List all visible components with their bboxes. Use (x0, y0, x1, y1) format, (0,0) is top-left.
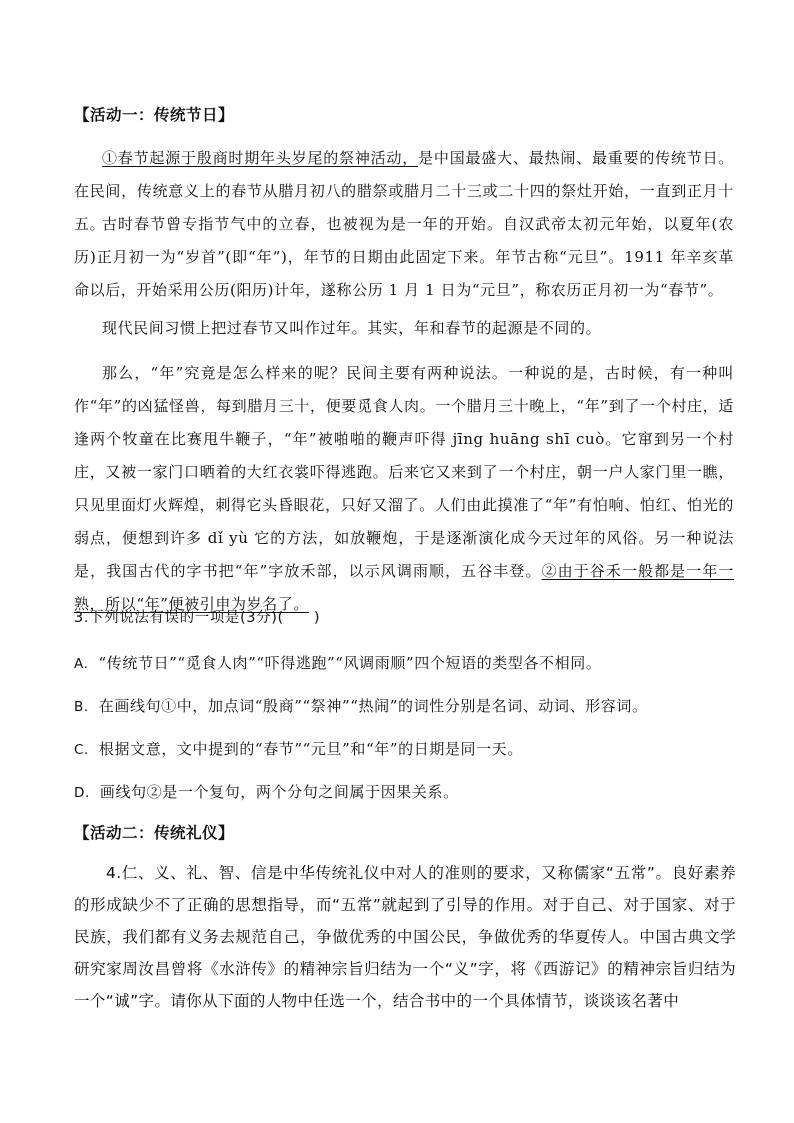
option-d-text: 画线句②是一个复句，两个分句之间属于因果关系。 (99, 783, 459, 801)
paragraph-4-main: 那么，“年”究竟是怎么样来的呢？民间主要有两种说法。一种说的是，古时候，有一种叫作“年”的凶猛怪兽，每到腊月三十，便要觅食人肉。一个腊月三十晚上，“年”到了一个村庄，适逢两个牧童在比赛甩牛鞭子，“年”被啪啪的鞭声吓得 jīng huāng shī cuò。它窜到另一个村庄，又被一家门口晒着的大红衣裳吓得逃跑。后来它又来到了一个村庄，朝一户人家门里一瞧，只见里面灯火辉煌，刺得它头昏眼花，只好又溜了。人们由此摸准了“年”有怕响、怕红、怕光的弱点，便想到许多 dǐ yù 它的方法，如放鞭炮，于是逐渐演化成今天过年的风俗。另一种说法是，我国古代的字书把“年”字放禾部，以示风调雨顺，五谷丰登。 (74, 364, 734, 580)
passage-paragraph-3: 现代民间习惯上把过春节又叫作过年。其实，年和春节的起源是不同的。 (102, 319, 602, 337)
question-3-stem: 3.下列说法有误的一项是(3分)( ) (74, 610, 321, 626)
option-a (74, 650, 601, 677)
activity-one-heading: 【活动一：传统节日】 (74, 106, 235, 124)
passage-paragraph-4 (74, 357, 734, 621)
option-c (74, 736, 523, 763)
option-a-letter: A. (74, 656, 89, 672)
activity-two-heading: 【活动二：传统礼仪】 (74, 824, 235, 842)
option-c-letter: C. (74, 742, 89, 758)
option-b (74, 693, 648, 720)
underlined-sentence-2: ②由于谷禾一般都是一年一熟，所以“年”便被引申为岁名了。 (74, 562, 734, 613)
option-c-text: 根据文意，文中提到的“春节”“元旦”和“年”的日期是同一天。 (98, 740, 523, 758)
option-b-letter: B. (74, 699, 89, 715)
option-a-text: “传统节日”“觅食人肉”“吓得逃跑”“风调雨顺”四个短语的类型各不相同。 (98, 654, 602, 672)
option-d (74, 779, 459, 806)
option-b-text: 在画线句①中，加点词“殷商”“祭神”“热闹”的词性分别是名词、动词、形容词。 (98, 697, 648, 715)
question-4-paragraph: 4.仁、义、礼、智、信是中华传统礼仪中对人的准则的要求，又称儒家“五常”。良好素养的形成缺少不了正确的思想指导，而“五常”就起到了引导的作用。对于自己、对于国家、对于民族，我们都有义务去规范自己，争做优秀的中国公民，争做优秀的华夏传人。中国古典文学研究家周汝昌曾将《水浒传》的精神宗旨归结为一个“义”字，将《西游记》的精神宗旨归结为一个“诚”字。请你从下面的人物中任选一个，结合书中的一个具体情节，谈谈该名著中 (74, 864, 736, 1010)
passage-paragraph-2: 古时春节曾专指节气中的立春，也被视为是一年的开始。自汉武帝太初元年始，以夏年(农历)正月初一为“岁首”(即“年”)，年节的日期由此固定下来。年节古称“元旦”。1911 年辛亥革命以后，开始采用公历(阳历)计年，遂称公历 1 月 1 日为“元旦”，称农历正月初一为“春节”。 (74, 215, 734, 299)
paragraph-1-rest: 是中国最盛大、最热闹、最重要的传统节日。在民间，传统意义上的春节从腊月初八的腊祭或腊月二十三或二十四的祭灶开始，一直到正月十五。 (74, 149, 734, 233)
underlined-sentence-1: ①春节起源于殷商时期年头岁尾的祭神活动， (102, 149, 419, 167)
option-d-letter: D. (74, 785, 90, 801)
